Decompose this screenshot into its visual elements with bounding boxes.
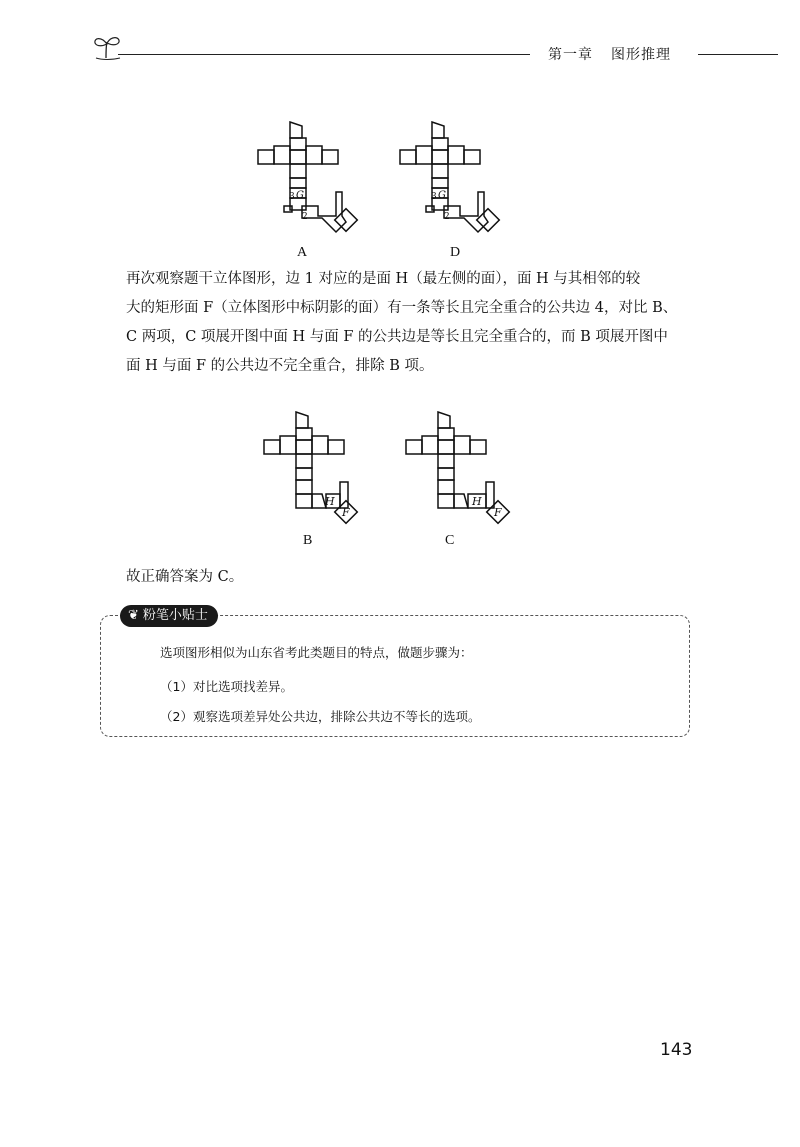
page-number: 143 — [660, 1040, 693, 1060]
chapter-title: 图形推理 — [611, 47, 671, 63]
mark-h: H — [472, 495, 482, 508]
paragraph-line: 面 H 与面 F 的公共边不完全重合，排除 B 项。 — [126, 358, 434, 374]
mark-g: G — [296, 190, 304, 201]
mark-f: F — [342, 506, 350, 519]
chapter-label: 第一章 — [548, 47, 593, 63]
header-rule — [118, 54, 530, 55]
figure-label-c: C — [445, 533, 455, 548]
figure-label-b: B — [303, 533, 313, 548]
chapter-heading — [548, 44, 689, 64]
sprout-logo-icon — [92, 34, 122, 60]
figure-a — [256, 120, 366, 242]
explanation-paragraph — [126, 265, 696, 381]
mark-2: 2 — [444, 212, 450, 222]
paragraph-line: 再次观察题干立体图形，边 1 对应的是面 H（最左侧的面），面 H 与其相邻的较 — [126, 271, 641, 287]
header-rule-right — [698, 54, 778, 55]
sprout-icon: ❦ — [128, 608, 139, 623]
figure-c — [404, 410, 524, 530]
figure-d — [398, 120, 508, 242]
mark-2: 2 — [302, 212, 308, 222]
answer-text: 故正确答案为 C。 — [126, 569, 244, 585]
figure-label-d: D — [450, 245, 461, 260]
tip-badge — [120, 605, 218, 627]
mark-g: G — [438, 190, 446, 201]
figure-label-a: A — [297, 245, 308, 260]
mark-3: 3 — [289, 192, 295, 202]
tip-line: 选项图形相似为山东省考此类题目的特点，做题步骤为： — [160, 645, 473, 660]
figure-b — [262, 410, 372, 530]
paragraph-line: C 两项，C 项展开图中面 H 与面 F 的公共边是等长且完全重合的，而 B 项展开图中 — [126, 329, 668, 345]
tip-line: （2）观察选项差异处公共边，排除公共边不等长的选项。 — [160, 709, 481, 724]
mark-h: H — [325, 495, 335, 508]
mark-3: 3 — [431, 192, 437, 202]
tip-line: （1）对比选项找差异。 — [160, 679, 293, 694]
tip-title: 粉笔小贴士 — [142, 608, 208, 623]
mark-f: F — [494, 506, 502, 519]
paragraph-line: 大的矩形面 F（立体图形中标阴影的面）有一条等长且完全重合的公共边 4，对比 B、 — [126, 300, 678, 316]
